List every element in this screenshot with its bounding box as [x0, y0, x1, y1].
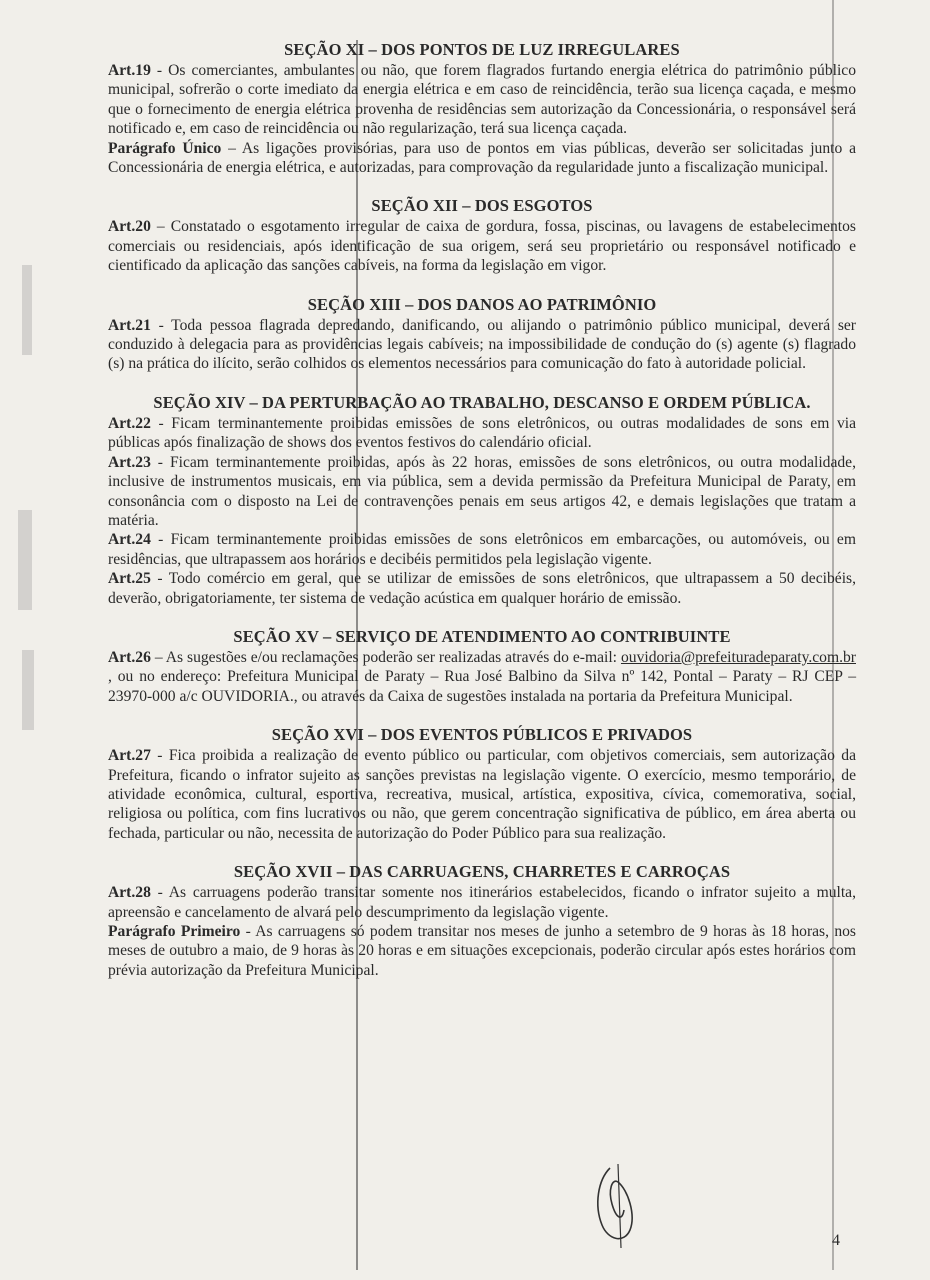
article-26: [108, 648, 856, 706]
section-title: SEÇÃO XII – DOS ESGOTOS: [371, 196, 593, 216]
article-text: - As carruagens poderão transitar somente nos itinerários estabelecidos, ficando o infrator sujeito a multa, apreensão e cancelamento de alvará pelo descumprimento da legislação vigente.: [108, 884, 856, 921]
article-label: Parágrafo Primeiro: [108, 923, 241, 940]
article-text: – As sugestões e/ou reclamações poderão ser realizadas através do e-mail:: [150, 648, 621, 666]
article-23: [108, 453, 856, 531]
section-title: SEÇÃO XIV – DA PERTURBAÇÃO AO TRABALHO, DESCANSO E ORDEM PÚBLICA.: [153, 392, 811, 412]
article-label: Art.23: [108, 453, 151, 471]
article-25: [108, 569, 856, 608]
scan-smudge-left-mid: [18, 510, 32, 610]
article-text: - Os comerciantes, ambulantes ou não, que forem flagrados furtando energia elétrica do patrimônio público municipal, sofrerão o corte imediato da energia elétrica e em caso de reincidência, terão sua licença caçada, e mesmo que o fornecimento de energia elétrica provenha de residências sem autorização da Concessionária, o responsável será notificado e, em caso de reincidência ou não regularização, terá sua licença caçada.: [108, 62, 856, 138]
article-label: Art.19: [108, 62, 151, 79]
article-21: [108, 316, 856, 374]
article-24: [108, 530, 856, 569]
article-27: [108, 746, 856, 843]
paragrafo-unico: [108, 139, 856, 178]
article-label: Parágrafo Único: [108, 139, 222, 157]
scan-smudge-left-top: [22, 265, 32, 355]
article-text: - Ficam terminantemente proibidas emissões de sons eletrônicos em embarcações, ou automóveis, ou em residências, que ultrapassem aos horários e decibéis permitidos pela legislação vigente.: [108, 531, 856, 568]
article-label: Art.20: [108, 218, 151, 236]
section-xiii: [108, 295, 856, 374]
article-label: Art.24: [108, 531, 151, 549]
article-text: - As carruagens só podem transitar nos meses de junho a setembro de 9 horas às 18 horas, nos meses de outubro a maio, de 9 horas às 20 horas e em situações excepcionais, poderão circular após estes horários com prévia autorização da Prefeitura Municipal.: [108, 923, 856, 979]
article-label: Art.25: [108, 570, 151, 588]
article-label: Art.22: [108, 414, 151, 432]
section-title: SEÇÃO XIII – DOS DANOS AO PATRIMÔNIO: [307, 294, 657, 314]
section-title: SEÇÃO XI – DOS PONTOS DE LUZ IRREGULARES: [284, 40, 680, 59]
ouvidoria-email-link[interactable]: ouvidoria@prefeituradeparaty.com.br: [620, 648, 856, 666]
scan-smudge-left-lower: [22, 650, 34, 730]
article-text: - Fica proibida a realização de evento público ou particular, com objetivos comerciais, sem autorização da Prefeitura, ficando o infrator sujeito as sanções previstas na legislação vigente. O exercício, mesmo temporário, de atividade econômica, cultural, esportiva, recreativa, musical, artística, expositiva, cívica, comemorativa, social, religiosa ou política, com fins lucrativos ou não, que gerem concentração significativa de público, em área aberta ou fechada, particular ou não, necessita de autorização do Poder Público para sua realização.: [108, 747, 856, 842]
article-label: Art.27: [108, 747, 151, 765]
article-label: Art.28: [108, 884, 151, 902]
section-xvi: [108, 725, 856, 843]
section-xi: [108, 40, 856, 177]
section-xv: [108, 627, 856, 706]
section-xii: [108, 196, 856, 275]
article-28: [108, 883, 856, 922]
article-text: – As ligações provisórias, para uso de pontos em vias públicas, deverão ser solicitadas junto a Concessionária de energia elétrica, e autorizadas, para comprovação da regularidade junto a fiscalização municipal.: [108, 139, 856, 177]
article-20: [108, 217, 856, 275]
article-19: [108, 61, 856, 139]
section-title: SEÇÃO XV – SERVIÇO DE ATENDIMENTO AO CONTRIBUINTE: [233, 626, 731, 646]
article-label: Art.21: [108, 316, 151, 334]
article-label: Art.26: [108, 648, 151, 666]
article-text: – Constatado o esgotamento irregular de caixa de gordura, fossa, piscinas, ou lavagens de estabelecimentos comerciais ou residenciais, após identificação de sua origem, será seu proprietário ou responsável notificado e cientificado da aplicação das sanções cabíveis, na forma da legislação em vigor.: [108, 218, 856, 275]
section-title: SEÇÃO XVII – DAS CARRUAGENS, CHARRETES E CARROÇAS: [233, 862, 731, 882]
page-number: 4: [832, 1232, 840, 1249]
section-xvii: [108, 862, 856, 980]
article-22: [108, 414, 856, 453]
article-text-after: , ou no endereço: Prefeitura Municipal de Paraty – Rua José Balbino da Silva nº 142, Pontal – Paraty – RJ CEP – 23970-000 a/c OUVIDORIA., ou através da Caixa de sugestões instalada na portaria da Prefeitura Municipal.: [108, 668, 856, 705]
handwritten-initials-signature: [588, 1160, 648, 1250]
article-text: - Todo comércio em geral, que se utilizar de emissões de sons eletrônicos, que ultrapassem a 50 decibéis, deverão, obrigatoriamente, ter sistema de vedação acústica em qualquer horário de emissão.: [108, 570, 856, 607]
article-text: - Ficam terminantemente proibidas, após às 22 horas, emissões de sons eletrônicos, ou outra modalidade, inclusive de instrumentos musicais, em via pública, sem a devida permissão da Prefeitura Municipal de Paraty, em consonância com o disposto na Lei de contravenções penais em seus artigos 42, e demais legislações que tratam a matéria.: [108, 453, 856, 529]
article-text: - Ficam terminantemente proibidas emissões de sons eletrônicos, ou outras modalidades de sons em via públicas após finalização de shows dos eventos festivos do calendário oficial.: [108, 414, 856, 452]
article-text: - Toda pessoa flagrada depredando, danificando, ou alijando o patrimônio público municipal, deverá ser conduzido à delegacia para as providências legais cabíveis; na impossibilidade de condução do (s) agente (s) flagrado (s) na prática do ilícito, serão colhidos os elementos necessários para comunicação do fato à autoridade policial.: [108, 316, 856, 373]
document-body: [108, 40, 856, 999]
section-title: SEÇÃO XVI – DOS EVENTOS PÚBLICOS E PRIVADOS: [271, 725, 693, 745]
section-xiv: [108, 393, 856, 608]
paragrafo-primeiro: [108, 922, 856, 980]
